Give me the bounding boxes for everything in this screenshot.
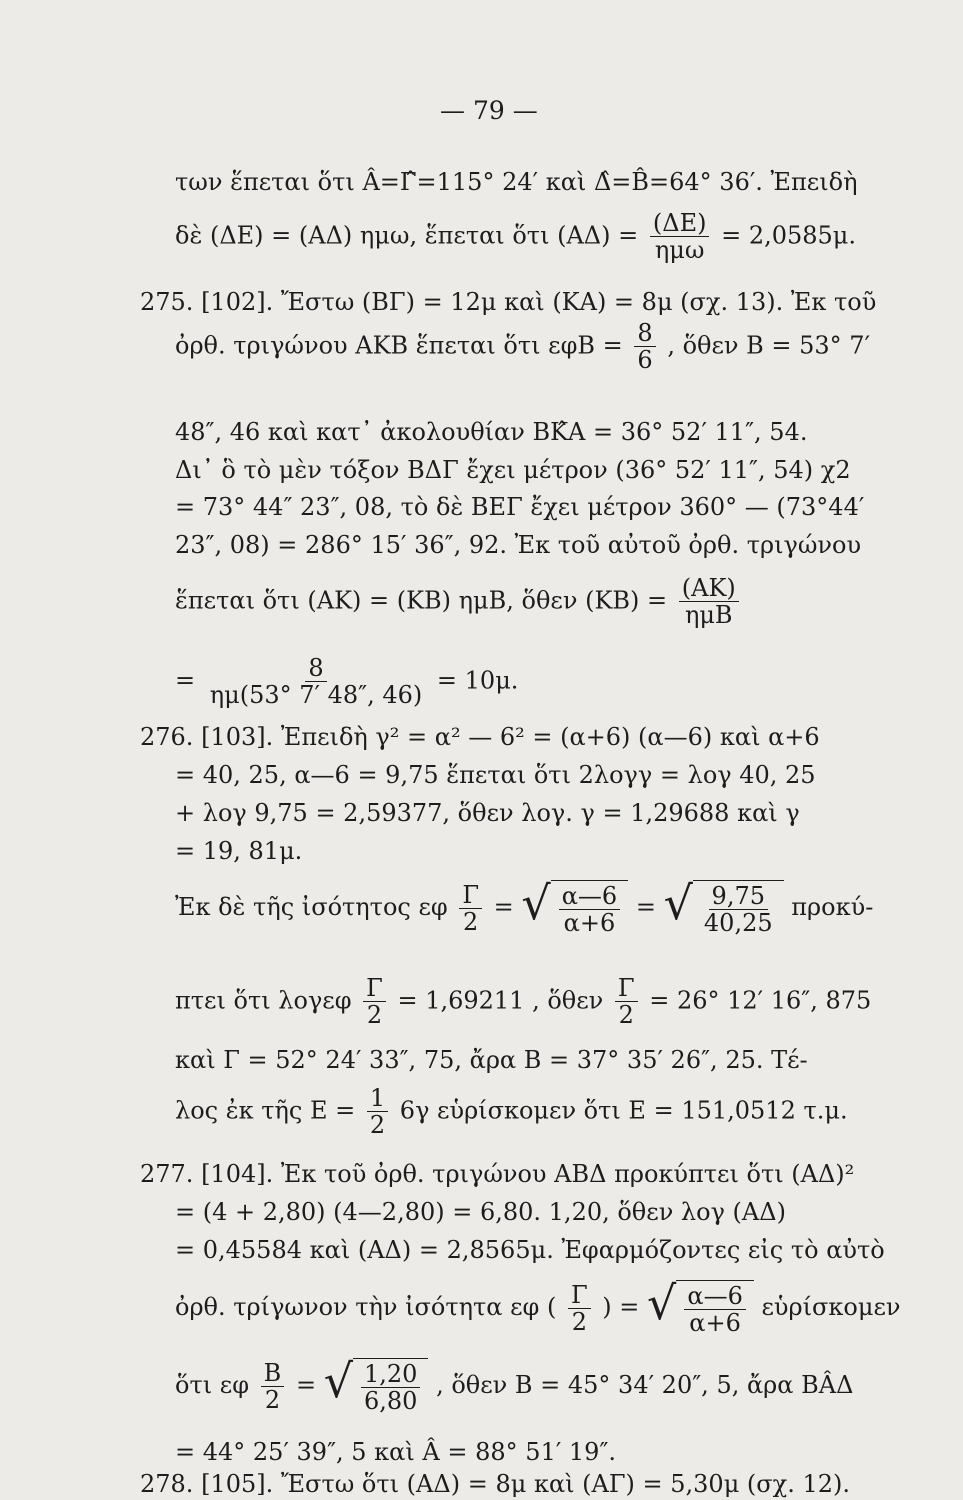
text-line-with-fraction: = $\frac{8}{\eta\mu(53^\circ 7' 48'', 46)}$ = 10μ. bbox=[175, 654, 519, 710]
text-line: καὶ Γ = 52° 24′ 33″, 75, ἄρα Β = 37° 35′ 26″, 25. Τέ- bbox=[175, 1046, 808, 1074]
text-line-with-root: ὅτι εφ $\frac{B}{2}$ = √ $\frac{1,20}{6,80}$ , ὅθεν Β = 45° 34′ 20″, 5, ἄρα ΒÂΔ bbox=[175, 1354, 854, 1416]
fraction: $\frac{1}{2}$ bbox=[367, 1085, 388, 1139]
text-line: = 40, 25, α—6 = 9,75 ἕπεται ὅτι 2λογγ = λογ 40, 25 bbox=[175, 761, 816, 789]
text-line: = 44° 25′ 39″, 5 καὶ Â = 88° 51′ 19″. bbox=[175, 1438, 617, 1466]
fraction: $\frac{\Gamma}{2}$ bbox=[615, 975, 638, 1029]
text-line: + λογ 9,75 = 2,59377, ὅθεν λογ. γ = 1,29688 καὶ γ bbox=[175, 799, 800, 827]
text-line-with-roots: Ἐκ δὲ τῆς ἰσότητος εφ $\frac{\Gamma}{2}$ = √ $\frac{\alpha—6}{\alpha+6}$ = √ $\frac{9,75}{40,25}$ προκύ- bbox=[175, 876, 874, 938]
text-line: = 0,45584 καὶ (ΑΔ) = 2,8565μ. Ἐφαρμόζοντες εἰς τὸ αὐτὸ bbox=[175, 1236, 885, 1264]
text-line: των ἕπεται ὅτι Â=Γ̂=115° 24′ καὶ Δ̂=B̂=64° 36′. Ἐπειδὴ bbox=[175, 168, 858, 196]
text-line: Δι᾽ ὃ τὸ μὲν τόξον ΒΔΓ ἔχει μέτρον (36° 52′ 11″, 54) χ2 bbox=[175, 456, 851, 484]
text-line-with-fraction: λος ἐκ τῆς Ε = $\frac{1}{2}$ 6γ εὑρίσκομεν ὅτι Ε = 151,0512 τ.μ. bbox=[175, 1084, 848, 1140]
fraction: $\frac{(\Delta E)}{\text{ημω}}$ bbox=[650, 210, 710, 264]
text-line: = 73° 44″ 23″, 08, τὸ δὲ ΒΕΓ ἔχει μέτρον 360° — (73°44′ bbox=[175, 493, 865, 521]
text-line: 278. [105]. Ἔστω ὅτι (ΑΔ) = 8μ καὶ (ΑΓ) = 5,30μ (σχ. 12). bbox=[140, 1470, 851, 1498]
text-line: = (4 + 2,80) (4—2,80) = 6,80. 1,20, ὅθεν λογ (ΑΔ) bbox=[175, 1198, 786, 1226]
page-number: — 79 — bbox=[440, 96, 538, 125]
square-root: √ $\frac{\alpha—6}{\alpha+6}$ bbox=[521, 880, 628, 937]
text-line: 277. [104]. Ἐκ τοῦ ὀρθ. τριγώνου ΑΒΔ προκύπτει ὅτι (ΑΔ)² bbox=[140, 1160, 855, 1188]
fraction: $\frac{(AK)}{\text{ημΒ}}$ bbox=[679, 575, 739, 629]
text-line: 23″, 08) = 286° 15′ 36″, 92. Ἐκ τοῦ αὐτοῦ ὀρθ. τριγώνου bbox=[175, 531, 862, 559]
text-line-with-root: ὀρθ. τρίγωνον τὴν ἰσότητα εφ ( $\frac{\Gamma}{2}$ ) = √ $\frac{\alpha—6}{\alpha+6}$ εὑρίσκομεν bbox=[175, 1276, 901, 1338]
square-root: √ $\frac{1,20}{6,80}$ bbox=[324, 1358, 429, 1415]
fraction: $\frac{\Gamma}{2}$ bbox=[568, 1282, 591, 1336]
text-line-with-fraction: ὀρθ. τριγώνου ΑΚΒ ἕπεται ὅτι εφΒ = $\frac{8}{6}$ , ὅθεν Β = 53° 7′ bbox=[175, 319, 871, 375]
fraction: $\frac{\Gamma}{2}$ bbox=[459, 882, 482, 936]
fraction: $\frac{8}{6}$ bbox=[634, 320, 655, 374]
text-line-with-fraction: ἕπεται ὅτι (ΑΚ) = (ΚΒ) ημΒ, ὅθεν (ΚΒ) = $\frac{(AK)}{\text{ημΒ}}$ bbox=[175, 575, 743, 629]
square-root: √ $\frac{\alpha—6}{\alpha+6}$ bbox=[647, 1280, 754, 1337]
text-line: 276. [103]. Ἐπειδὴ γ² = α² — 6² = (α+6) (α—6) καὶ α+6 bbox=[140, 723, 820, 751]
text-line: = 19, 81μ. bbox=[175, 837, 303, 865]
fraction: $\frac{\Gamma}{2}$ bbox=[363, 975, 386, 1029]
text-line: 48″, 46 καὶ κατ᾽ ἀκολουθίαν ΒΚ̂Α = 36° 52′ 11″, 54. bbox=[175, 418, 808, 446]
text-line-with-fraction: πτει ὅτι λογεφ $\frac{\Gamma}{2}$ = 1,69211 , ὅθεν $\frac{\Gamma}{2}$ = 26° 12′ 16″, 875 bbox=[175, 974, 872, 1030]
text-line-with-fraction: δὲ (ΔΕ) = (ΑΔ) ημω, ἕπεται ὅτι (ΑΔ) = $\frac{(\Delta E)}{\text{ημω}}$ = 2,0585μ. bbox=[175, 209, 857, 265]
fraction: $\frac{8}{\eta\mu(53^\circ 7' 48'', 46)}$ bbox=[209, 654, 423, 710]
fraction: $\frac{B}{2}$ bbox=[261, 1360, 285, 1414]
square-root: √ $\frac{9,75}{40,25}$ bbox=[664, 880, 784, 937]
text-line: 275. [102]. Ἔστω (ΒΓ) = 12μ καὶ (ΚΑ) = 8μ (σχ. 13). Ἐκ τοῦ bbox=[140, 288, 877, 316]
